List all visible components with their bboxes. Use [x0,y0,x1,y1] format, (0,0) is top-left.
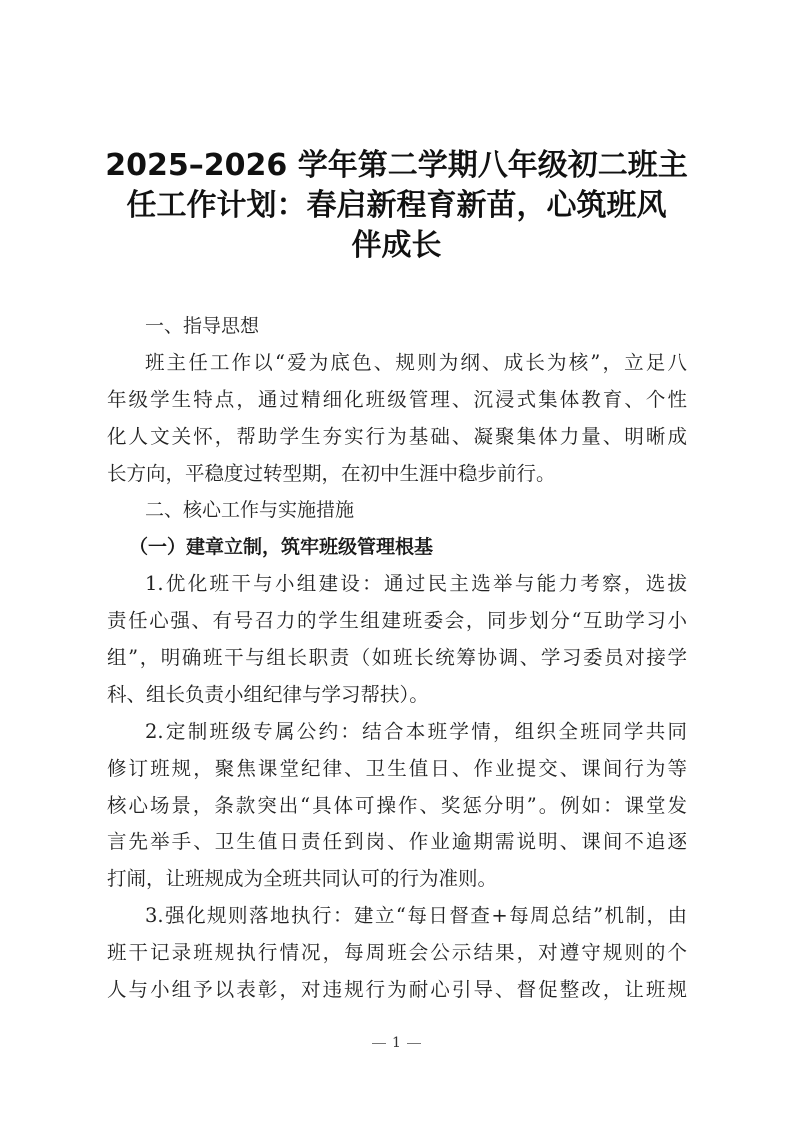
page-number-value: 1 [392,1035,401,1051]
text-line: 核心场景，条款突出“具体可操作、奖惩分明”。例如：课堂发 [107,793,687,817]
text-line: 2.定制班级专属公约：结合本班学情，组织全班同学共同 [145,719,687,743]
title-line: 任工作计划：春启新程育新苗，心筑班风 [126,188,667,223]
page-number [0,1035,793,1051]
section-heading-guiding-ideology: 一、指导思想 [145,315,260,337]
text-line: 班主任工作以“爱为底色、规则为纲、成长为核”，立足八 [145,350,687,374]
text-line: 1.优化班干与小组建设：通过民主选举与能力考察，选拔 [145,572,687,596]
text-line: 修订班规，聚焦课堂纪律、卫生值日、作业提交、课间行为等 [107,756,687,780]
title-line: 2025–2026 学年第二学期八年级初二班主 [105,148,688,183]
dash-decoration [407,1043,421,1044]
text-line: 责任心强、有号召力的学生组建班委会，同步划分“互助学习小 [107,609,687,633]
text-line: 3.强化规则落地执行：建立“每日督查+每周总结”机制，由 [145,904,687,928]
text-line: 长方向，平稳度过转型期，在初中生涯中稳步前行。 [107,461,556,485]
paragraph-item-3 [107,898,687,1009]
text-line: 班干记录班规执行情况，每周班会公示结果，对遵守规则的个 [107,941,687,965]
document-body [107,308,687,1009]
title-line: 伴成长 [351,228,442,263]
subsection-heading-rules: （一）建章立制，筑牢班级管理根基 [129,536,434,559]
paragraph-item-1 [107,566,687,714]
text-line: 打闹，让班规成为全班共同认可的行为准则。 [107,867,498,891]
dash-decoration [372,1043,386,1044]
section-heading-core-work: 二、核心工作与实施措施 [145,499,355,522]
text-line: 年级学生特点，通过精细化班级管理、沉浸式集体教育、个性 [107,387,687,411]
text-line: 言先举手、卫生值日责任到岗、作业逾期需说明、课间不追逐 [107,830,687,854]
text-line: 科、组长负责小组纪律与学习帮扶）。 [107,682,429,706]
text-line: 组”，明确班干与组长职责（如班长统筹协调、学习委员对接学 [107,646,687,670]
text-line: 化人文关怀，帮助学生夯实行为基础、凝聚集体力量、明晰成 [107,424,687,448]
text-line: 人与小组予以表彰，对违规行为耐心引导、督促整改，让班规 [107,978,687,1002]
paragraph-item-2 [107,714,687,898]
paragraph-guiding-ideology [107,345,687,493]
document-title [100,146,693,266]
